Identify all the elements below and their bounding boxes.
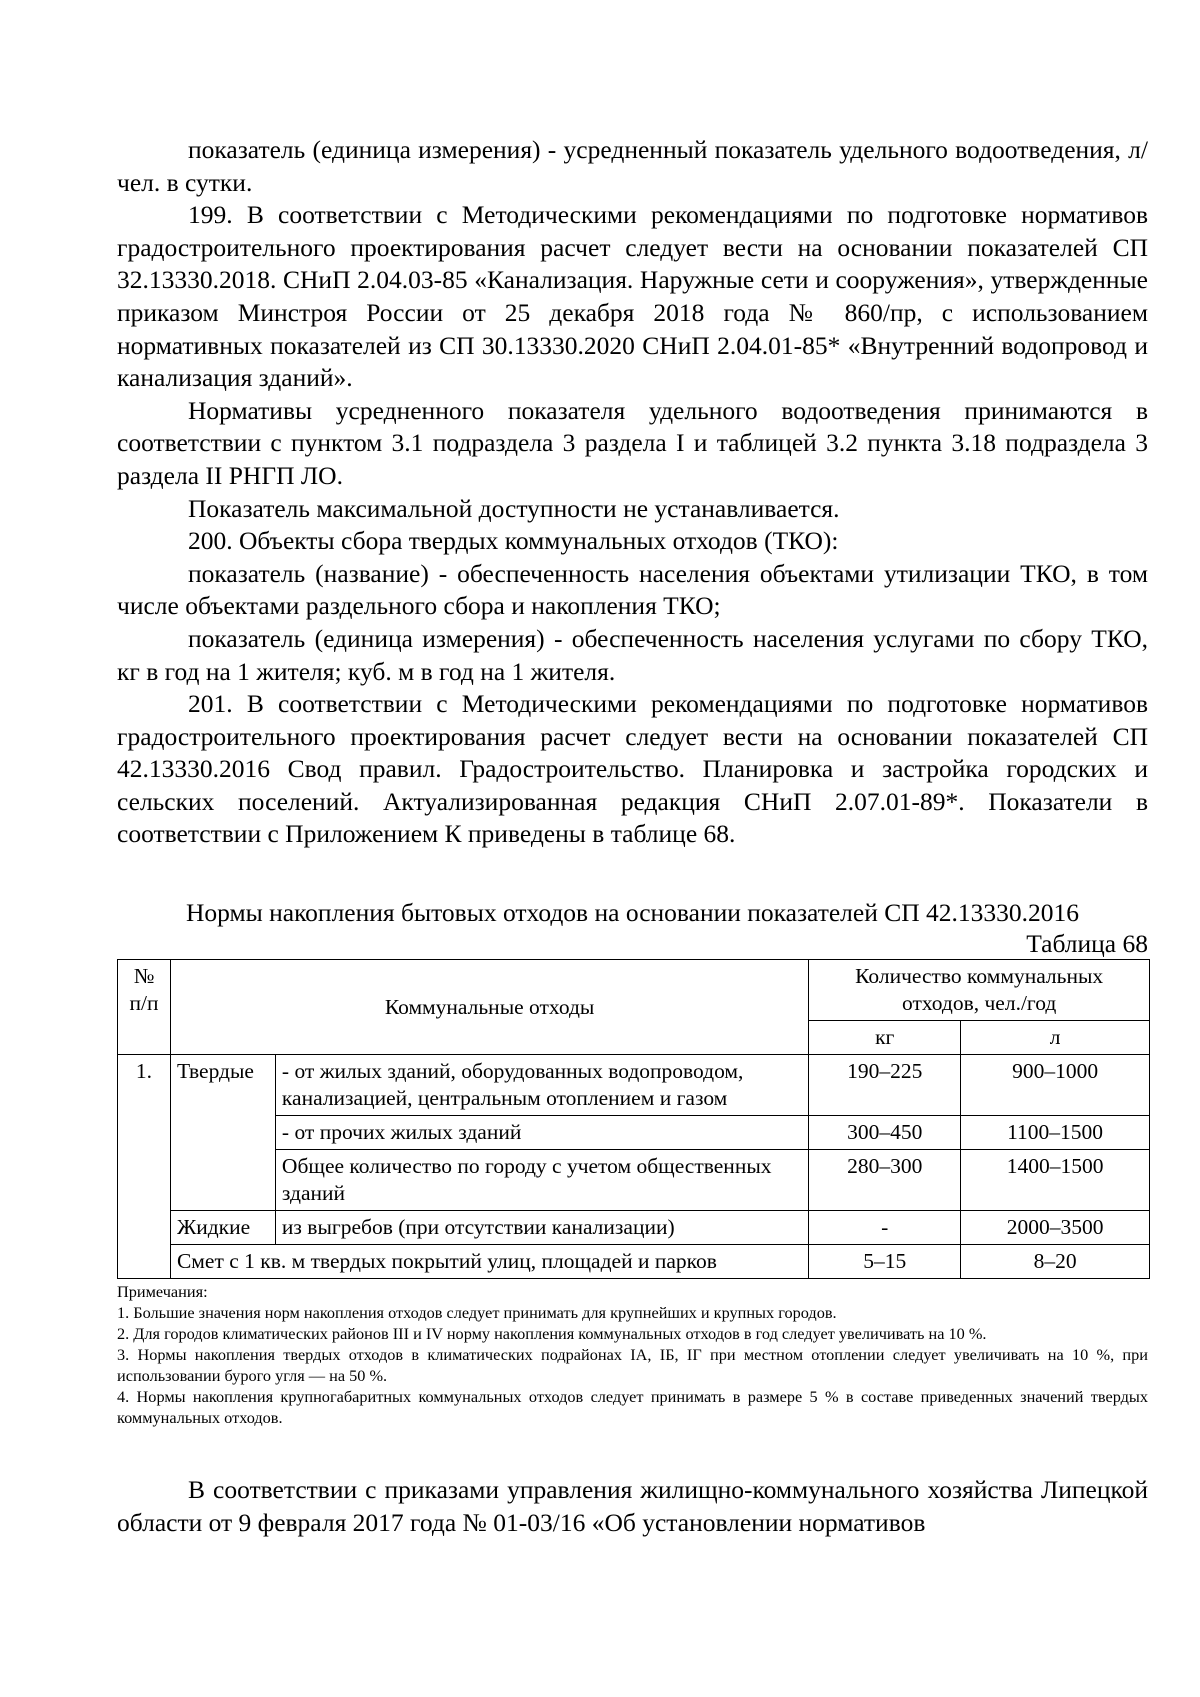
header-num: № п/п: [118, 960, 171, 1055]
waste-norms-table: [117, 959, 1150, 1279]
row-description: Общее количество по городу с учетом общественных зданий: [275, 1150, 808, 1211]
paragraph: Нормативы усредненного показателя удельного водоотведения принимаются в соответствии с пунктом 3.1 подраздела 3 раздела I и таблицей 3.2 пункта 3.18 подраздела 3 раздела II РНГП ЛО.: [117, 395, 1148, 490]
header-unit-l: л: [961, 1021, 1150, 1055]
row-description: - от жилых зданий, оборудованных водопроводом, канализацией, центральным отоплением и газом: [275, 1055, 808, 1116]
row-l: 8–20: [961, 1245, 1150, 1279]
paragraph: 201. В соответствии с Методическими рекомендациями по подготовке нормативов градостроительного проектирования расчет следует вести на основании показателей СП 42.13330.2016 Свод правил. Градостроительство. Планировка и застройка городских и сельских поселений. Актуализированная редакция СНиП 2.07.01-89*. Показатели в соответствии с Приложением К приведены в таблице 68.: [117, 689, 1148, 849]
row-number: 1.: [118, 1055, 171, 1279]
row-kg: 300–450: [809, 1116, 961, 1150]
table-header-row: [118, 960, 1150, 1021]
header-quantity: Количество коммунальных отходов, чел./год: [809, 960, 1150, 1021]
solid-label: Твердые: [170, 1055, 275, 1211]
paragraph: показатель (единица измерения) - обеспеченность населения услугами по сбору ТКО, кг в год на 1 жителя; куб. м в год на 1 жителя.: [117, 623, 1148, 686]
table-notes: [117, 1281, 1148, 1428]
notes-title: Примечания:: [117, 1282, 208, 1302]
paragraph: 200. Объекты сбора твердых коммунальных отходов (ТКО):: [188, 526, 839, 556]
table-row: [118, 1055, 1150, 1116]
table-row: [118, 1211, 1150, 1245]
paragraph: Показатель максимальной доступности не устанавливается.: [188, 493, 840, 523]
paragraph: показатель (единица измерения) - усредненный показатель удельного водоотведения, л/чел. в сутки.: [117, 135, 1148, 197]
note-item: 1. Большие значения норм накопления отходов следует принимать для крупнейших и крупных городов.: [117, 1303, 837, 1323]
header-unit-kg: кг: [809, 1021, 961, 1055]
row-kg: 280–300: [809, 1150, 961, 1211]
row-kg: -: [809, 1211, 961, 1245]
liquid-label: Жидкие: [170, 1211, 275, 1245]
note-item: 4. Нормы накопления крупногабаритных коммунальных отходов следует принимать в размере 5 % в составе приведенных значений твердых коммунальных отходов.: [117, 1387, 1148, 1428]
table-number: Таблица 68: [1026, 929, 1148, 959]
row-description: Смет с 1 кв. м твердых покрытий улиц, площадей и парков: [170, 1245, 808, 1279]
note-item: 3. Нормы накопления твердых отходов в климатических подрайонах IА, IБ, IГ при местном отоплении следует увеличивать на 10 %, при использовании бурого угля — на 50 %.: [117, 1345, 1148, 1386]
row-l: 2000–3500: [961, 1211, 1150, 1245]
row-l: 1400–1500: [961, 1150, 1150, 1211]
row-description: из выгребов (при отсутствии канализации): [275, 1211, 808, 1245]
paragraph: В соответствии с приказами управления жилищно-коммунального хозяйства Липецкой области от 9 февраля 2017 года № 01-03/16 «Об установлении нормативов: [117, 1475, 1148, 1537]
row-kg: 5–15: [809, 1245, 961, 1279]
table-title: Нормы накопления бытовых отходов на основании показателей СП 42.13330.2016: [185, 898, 1080, 928]
row-l: 1100–1500: [961, 1116, 1150, 1150]
row-kg: 190–225: [809, 1055, 961, 1116]
note-item: 2. Для городов климатических районов III и IV норму накопления коммунальных отходов в год следует увеличивать на 10 %.: [117, 1324, 987, 1344]
document-page: [117, 134, 1148, 1539]
row-l: 900–1000: [961, 1055, 1150, 1116]
header-waste: Коммунальные отходы: [170, 960, 808, 1055]
paragraph: показатель (название) - обеспеченность населения объектами утилизации ТКО, в том числе объектами раздельного сбора и накопления ТКО;: [117, 558, 1148, 621]
table-row: [118, 1245, 1150, 1279]
paragraph: 199. В соответствии с Методическими рекомендациями по подготовке нормативов градостроительного проектирования расчет следует вести на основании показателей СП 32.13330.2018. СНиП 2.04.03-85 «Канализация. Наружные сети и сооружения», утвержденные приказом Минстроя России от 25 декабря 2018 года № 860/пр, с использованием нормативных показателей из СП 30.13330.2020 СНиП 2.04.01-85* «Внутренний водопровод и канализация зданий».: [117, 200, 1148, 393]
row-description: - от прочих жилых зданий: [275, 1116, 808, 1150]
